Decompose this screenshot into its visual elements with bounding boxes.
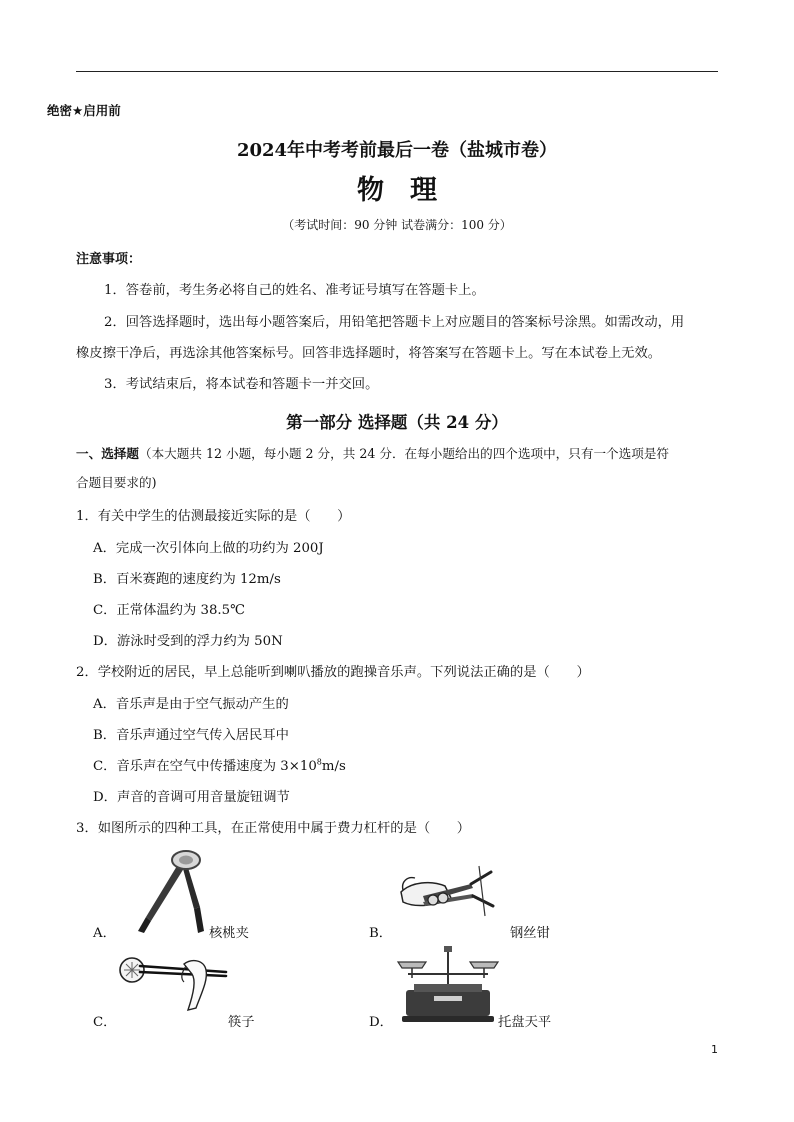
note-item: 3．考试结束后，将本试卷和答题卡一并交回。 (104, 377, 379, 392)
q1-option-b: B．百米赛跑的速度约为 12m/s (93, 572, 281, 587)
q3-option-a-letter: A． (93, 926, 116, 941)
q3-option-d-letter: D． (369, 1015, 393, 1030)
question-1-stem: 1．有关中学生的估测最接近实际的是（ ） (76, 509, 351, 524)
q3-option-c-letter: C． (93, 1015, 117, 1030)
confidential-mark: 绝密★启用前 (47, 103, 121, 118)
q2-option-c-exponent: 8 (316, 757, 322, 767)
q3-option-d-caption: 托盘天平 (498, 1015, 552, 1030)
section-instructions-continued: 合题目要求的) (76, 475, 157, 490)
page-number: 1 (711, 1043, 718, 1056)
section-title: 第一部分 选择题（共 24 分） (286, 413, 508, 432)
q1-option-c: C．正常体温约为 38.5℃ (93, 603, 245, 618)
q2-option-c-text: C．音乐声在空气中传播速度为 3×10 (93, 759, 317, 774)
note-item-continued: 橡皮擦干净后，再选涂其他答案标号。回答非选择题时，将答案写在答题卡上。写在本试卷上无效。 (76, 346, 662, 361)
q3-option-a-caption: 核桃夹 (209, 926, 249, 941)
note-item: 2．回答选择题时，选出每小题答案后，用铅笔把答题卡上对应题目的答案标号涂黑。如需改动，用 (104, 315, 685, 330)
question-3-stem: 3．如图所示的四种工具，在正常使用中属于费力杠杆的是（ ） (76, 821, 471, 836)
notes-title: 注意事项： (76, 252, 142, 267)
q1-option-a: A．完成一次引体向上做的功约为 200J (93, 541, 324, 556)
tray-balance-image (396, 944, 500, 1026)
section-head-bold: 一、选择题 (76, 446, 139, 461)
q2-option-b: B．音乐声通过空气传入居民耳中 (93, 728, 289, 743)
q2-option-c (93, 755, 346, 774)
exam-info: （考试时间：90 分钟 试卷满分：100 分） (282, 218, 512, 232)
q2-option-a: A．音乐声是由于空气振动产生的 (93, 697, 289, 712)
walnut-cracker-image (118, 847, 214, 939)
header-rule (76, 71, 718, 72)
q1-option-d: D．游泳时受到的浮力约为 50N (93, 634, 283, 649)
chopsticks-image (114, 950, 230, 1024)
q2-option-c-unit: m/s (321, 759, 346, 774)
wire-pliers-image (393, 862, 499, 926)
exam-title: 2024年中考考前最后一卷（盐城市卷） (236, 140, 558, 161)
section-instructions (76, 443, 669, 462)
section-head-text: （本大题共 12 小题，每小题 2 分，共 24 分．在每小题给出的四个选项中，只有一个选项是符 (138, 446, 670, 461)
question-2-stem: 2．学校附近的居民，早上总能听到喇叭播放的跑操音乐声。下列说法正确的是（ ） (76, 665, 590, 680)
q3-option-b-letter: B． (369, 926, 393, 941)
q3-option-b-caption: 钢丝钳 (510, 926, 550, 941)
q3-option-c-caption: 筷子 (228, 1015, 255, 1030)
q2-option-d: D．声音的音调可用音量旋钮调节 (93, 790, 290, 805)
subject-title: 物理 (357, 175, 463, 206)
note-item: 1．答卷前，考生务必将自己的姓名、准考证号填写在答题卡上。 (104, 283, 485, 298)
